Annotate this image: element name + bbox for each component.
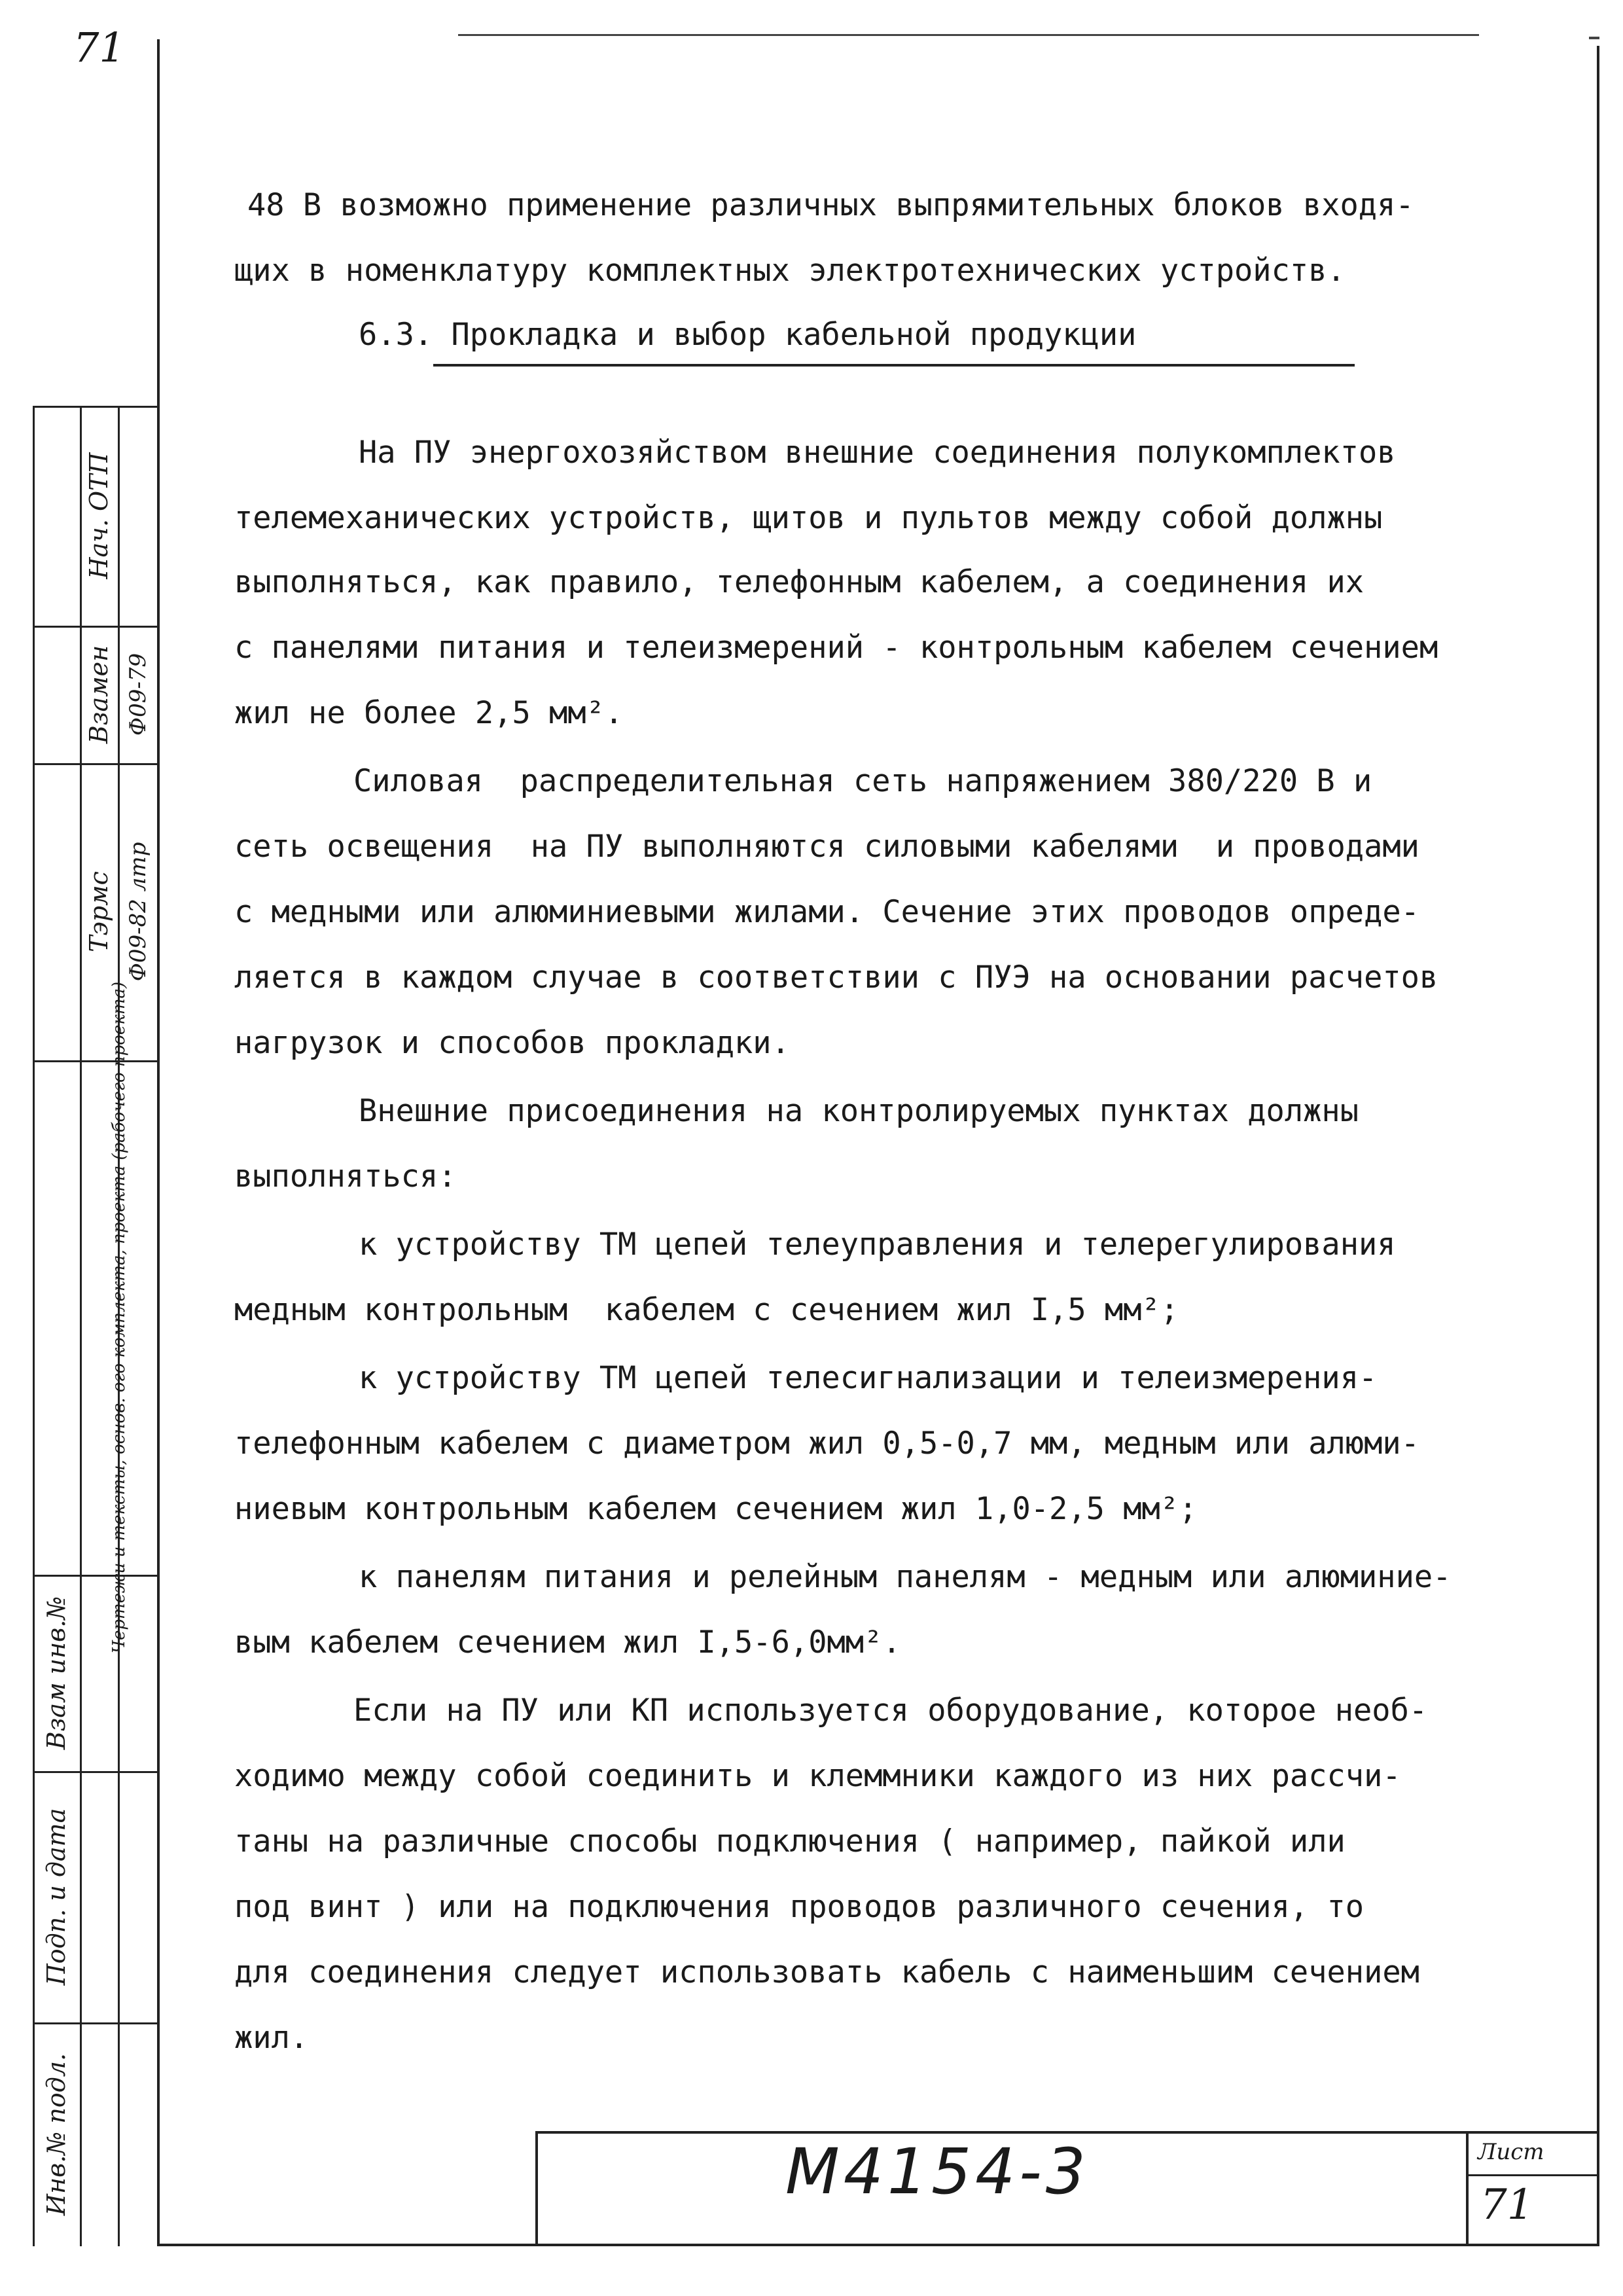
text-line: таны на различные способы подключения ( например, пайкой или (234, 1823, 1346, 1859)
text-line: Если на ПУ или КП используется оборудование, которое необ- (353, 1693, 1428, 1729)
side-stamp (33, 406, 158, 2246)
text-line: для соединения следует использовать кабель с наименьшим сечением (234, 1954, 1419, 1990)
stamp-cell (118, 626, 158, 763)
stamp-cell (80, 981, 158, 1654)
text-line: с панелями питания и телеизмерений - контрольным кабелем сечением (234, 630, 1438, 666)
text-line: 48 В возможно применение различных выпрямительных блоков входя- (247, 187, 1414, 223)
text-line: к панелям питания и релейным панелям - медным или алюминие- (359, 1559, 1452, 1595)
section-heading-underline (433, 364, 1355, 367)
text-line: телемеханических устройств, щитов и пультов между собой должны (234, 500, 1383, 536)
text-line: Силовая распределительная сеть напряжением 380/220 В и (353, 763, 1372, 799)
text-line: к устройству ТМ цепей телеуправления и телерегулирования (359, 1227, 1396, 1263)
text-line: телефонным кабелем с диаметром жил 0,5-0,7 мм, медным или алюми- (234, 1426, 1419, 1462)
top-frame-line (458, 34, 1479, 36)
text-line: щих в номенклатуру комплектных электротехнических устройств. (234, 253, 1346, 289)
text-line: ниевым контрольным кабелем сечением жил 1,0-2,5 мм²; (234, 1491, 1198, 1527)
stamp-cell (80, 626, 118, 763)
text-line: к устройству ТМ цепей телесигнализации и телеизмерения- (359, 1360, 1378, 1396)
text-line: медным контрольным кабелем с сечением жил I,5 мм²; (234, 1292, 1179, 1328)
text-line: с медными или алюминиевыми жилами. Сечение этих проводов опреде- (234, 894, 1419, 930)
stamp-value-f09-79: Ф09-79 (125, 653, 151, 736)
document-code: М4154-3 (785, 2135, 1090, 2208)
text-line: ходимо между собой соединить и клеммники каждого из них рассчи- (234, 1758, 1401, 1794)
corner-page-number: 71 (73, 24, 125, 71)
stamp-cell (80, 406, 118, 626)
sheet-label: Лист (1478, 2139, 1544, 2165)
text-line: ляется в каждом случае в соответствии с ПУЭ на основании расчетов (234, 960, 1438, 996)
stamp-header-terms: Тэрмс (84, 871, 113, 952)
text-line: жил. (234, 2020, 309, 2056)
text-line: вым кабелем сечением жил I,5-6,0мм². (234, 1624, 901, 1660)
stamp-value-f09-82: Ф09-82 лтр (125, 842, 151, 982)
title-block-left-border (535, 2131, 538, 2246)
stamp-header-drawings: Чертежи и тексты, основ. ого комплекта, проекта (рабочего проекта) (109, 981, 129, 1654)
text-line: выполняться: (234, 1158, 457, 1194)
stamp-header-inv-podl: Инв.№ подл. (42, 2053, 71, 2216)
section-heading: 6.3. Прокладка и выбор кабельной продукции (359, 317, 1137, 353)
text-line: На ПУ энергохозяйством внешние соединения полукомплектов (359, 435, 1396, 471)
frame-right-border (1597, 46, 1599, 2245)
stamp-cell (33, 1575, 80, 1771)
stamp-header-podp-data: Подп. и дата (42, 1808, 71, 1986)
title-block-top-border (537, 2131, 1599, 2134)
text-line: жил не более 2,5 мм². (234, 695, 624, 731)
sheet-number: 71 (1480, 2181, 1534, 2229)
stamp-cell (33, 2022, 80, 2246)
text-line: выполняться, как правило, телефонным кабелем, а соединения их (234, 564, 1364, 600)
text-line: под винт ) или на подключения проводов различного сечения, то (234, 1889, 1364, 1925)
stamp-cell (33, 1771, 80, 2022)
title-block-sheet-divider (1466, 2131, 1469, 2246)
top-right-frame-tick (1589, 37, 1599, 39)
text-line: Внешние присоединения на контролируемых пунктах должны (359, 1093, 1359, 1129)
stamp-header-nach-otp: Нач. ОТП (84, 452, 113, 579)
stamp-header-vzam-inv: Взам инв.№ (42, 1596, 71, 1750)
frame-bottom-border (157, 2244, 1599, 2246)
stamp-header-vzamen: Взамен (84, 645, 113, 744)
text-line: сеть освещения на ПУ выполняются силовыми кабелями и проводами (234, 829, 1419, 865)
title-block-sheet-rule (1466, 2174, 1599, 2176)
text-line: нагрузок и способов прокладки. (234, 1025, 790, 1061)
